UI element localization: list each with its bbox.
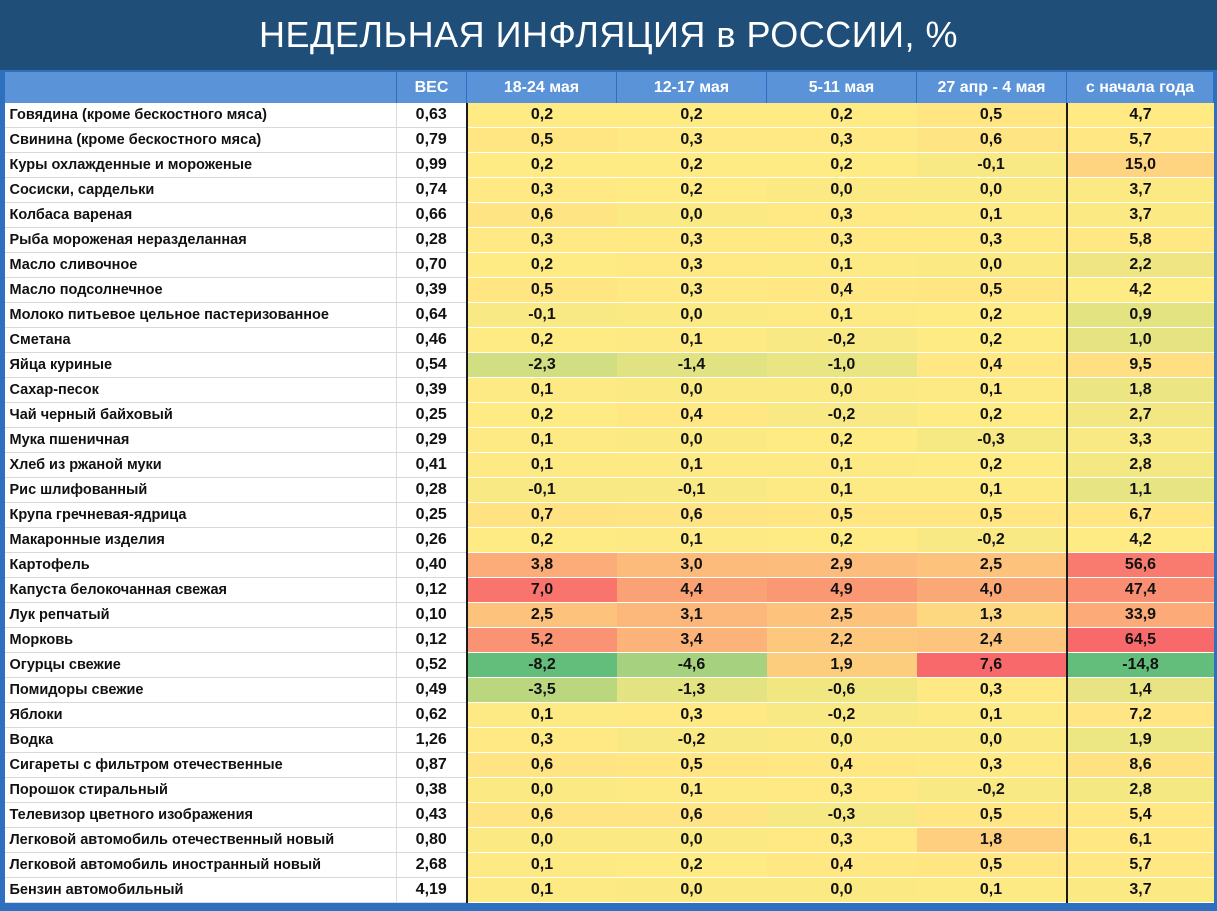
row-name: Куры охлажденные и мороженые bbox=[5, 153, 397, 178]
weekly-value-cell: 0,2 bbox=[617, 103, 767, 128]
weekly-value-cell: 0,0 bbox=[617, 303, 767, 328]
weekly-value-cell: 0,2 bbox=[617, 853, 767, 878]
row-name: Говядина (кроме бескостного мяса) bbox=[5, 103, 397, 128]
table-row bbox=[5, 428, 1214, 453]
weekly-value-cell: 0,3 bbox=[917, 753, 1067, 778]
table-row bbox=[5, 278, 1214, 303]
weekly-value-cell: 0,3 bbox=[767, 128, 917, 153]
row-weight: 0,74 bbox=[397, 178, 467, 203]
weekly-value-cell: 0,5 bbox=[767, 503, 917, 528]
weekly-value-cell: 0,0 bbox=[767, 378, 917, 403]
table-row bbox=[5, 228, 1214, 253]
weekly-value-cell: 0,1 bbox=[767, 453, 917, 478]
weekly-value-cell: -3,5 bbox=[467, 678, 617, 703]
weekly-value-cell: 0,2 bbox=[767, 103, 917, 128]
weekly-value-cell: 0,0 bbox=[617, 428, 767, 453]
weekly-value-cell: -0,1 bbox=[467, 303, 617, 328]
ytd-value-cell: 1,8 bbox=[1067, 378, 1214, 403]
weekly-value-cell: 0,5 bbox=[467, 128, 617, 153]
weekly-value-cell: 0,2 bbox=[917, 453, 1067, 478]
row-weight: 2,68 bbox=[397, 853, 467, 878]
table-row bbox=[5, 553, 1214, 578]
weekly-value-cell: 2,4 bbox=[917, 628, 1067, 653]
weekly-value-cell: 0,2 bbox=[467, 153, 617, 178]
row-weight: 0,25 bbox=[397, 503, 467, 528]
row-weight: 0,10 bbox=[397, 603, 467, 628]
ytd-value-cell: 15,0 bbox=[1067, 153, 1214, 178]
row-weight: 1,26 bbox=[397, 728, 467, 753]
weekly-value-cell: -0,2 bbox=[767, 703, 917, 728]
table-row bbox=[5, 528, 1214, 553]
row-name: Порошок стиральный bbox=[5, 778, 397, 803]
weekly-value-cell: 0,2 bbox=[917, 328, 1067, 353]
ytd-value-cell: 5,4 bbox=[1067, 803, 1214, 828]
weekly-value-cell: 0,1 bbox=[617, 778, 767, 803]
weekly-value-cell: 0,2 bbox=[617, 178, 767, 203]
row-weight: 0,39 bbox=[397, 378, 467, 403]
table-row bbox=[5, 503, 1214, 528]
weekly-value-cell: 0,4 bbox=[917, 353, 1067, 378]
table-row bbox=[5, 203, 1214, 228]
weekly-value-cell: 7,6 bbox=[917, 653, 1067, 678]
weekly-value-cell: 0,2 bbox=[917, 403, 1067, 428]
weekly-value-cell: 0,2 bbox=[467, 103, 617, 128]
ytd-value-cell: 7,2 bbox=[1067, 703, 1214, 728]
weekly-value-cell: 0,5 bbox=[917, 853, 1067, 878]
weekly-value-cell: 0,6 bbox=[467, 753, 617, 778]
row-name: Масло подсолнечное bbox=[5, 278, 397, 303]
table-row bbox=[5, 878, 1214, 903]
ytd-value-cell: 6,1 bbox=[1067, 828, 1214, 853]
row-name: Яйца куриные bbox=[5, 353, 397, 378]
weekly-value-cell: 0,1 bbox=[917, 378, 1067, 403]
weekly-value-cell: 0,0 bbox=[617, 878, 767, 903]
table-row bbox=[5, 753, 1214, 778]
weekly-value-cell: -1,4 bbox=[617, 353, 767, 378]
row-name: Яблоки bbox=[5, 703, 397, 728]
weekly-value-cell: 0,6 bbox=[917, 128, 1067, 153]
weekly-value-cell: 0,6 bbox=[467, 203, 617, 228]
weekly-value-cell: 0,2 bbox=[467, 328, 617, 353]
weekly-value-cell: -4,6 bbox=[617, 653, 767, 678]
row-name: Сигареты с фильтром отечественные bbox=[5, 753, 397, 778]
row-name: Легковой автомобиль отечественный новый bbox=[5, 828, 397, 853]
ytd-value-cell: 1,4 bbox=[1067, 678, 1214, 703]
weekly-value-cell: -0,3 bbox=[917, 428, 1067, 453]
weekly-value-cell: 7,0 bbox=[467, 578, 617, 603]
weekly-value-cell: -0,1 bbox=[917, 153, 1067, 178]
table-row bbox=[5, 353, 1214, 378]
weekly-value-cell: 0,5 bbox=[917, 103, 1067, 128]
row-weight: 0,39 bbox=[397, 278, 467, 303]
weekly-value-cell: -0,2 bbox=[767, 403, 917, 428]
weekly-value-cell: 0,5 bbox=[917, 503, 1067, 528]
ytd-value-cell: 8,6 bbox=[1067, 753, 1214, 778]
row-weight: 0,40 bbox=[397, 553, 467, 578]
row-weight: 0,38 bbox=[397, 778, 467, 803]
weekly-value-cell: 4,9 bbox=[767, 578, 917, 603]
row-name: Масло сливочное bbox=[5, 253, 397, 278]
weekly-value-cell: -1,0 bbox=[767, 353, 917, 378]
weekly-value-cell: 0,3 bbox=[917, 678, 1067, 703]
row-name: Картофель bbox=[5, 553, 397, 578]
table-row bbox=[5, 728, 1214, 753]
weekly-value-cell: 0,3 bbox=[917, 228, 1067, 253]
weekly-value-cell: 0,3 bbox=[617, 278, 767, 303]
weekly-value-cell: 4,0 bbox=[917, 578, 1067, 603]
table-row bbox=[5, 603, 1214, 628]
ytd-value-cell: 1,0 bbox=[1067, 328, 1214, 353]
table-row bbox=[5, 853, 1214, 878]
weekly-value-cell: -0,1 bbox=[467, 478, 617, 503]
table-row bbox=[5, 128, 1214, 153]
weekly-value-cell: 0,0 bbox=[917, 728, 1067, 753]
row-name: Чай черный байховый bbox=[5, 403, 397, 428]
row-weight: 0,66 bbox=[397, 203, 467, 228]
ytd-value-cell: 1,9 bbox=[1067, 728, 1214, 753]
ytd-value-cell: -14,8 bbox=[1067, 653, 1214, 678]
weekly-value-cell: 0,6 bbox=[617, 803, 767, 828]
weekly-value-cell: 0,3 bbox=[467, 228, 617, 253]
header-ytd: с начала года bbox=[1067, 72, 1214, 103]
weekly-value-cell: 0,4 bbox=[617, 403, 767, 428]
row-weight: 0,41 bbox=[397, 453, 467, 478]
row-weight: 0,80 bbox=[397, 828, 467, 853]
row-name: Сахар-песок bbox=[5, 378, 397, 403]
table-row bbox=[5, 828, 1214, 853]
row-name: Телевизор цветного изображения bbox=[5, 803, 397, 828]
ytd-value-cell: 47,4 bbox=[1067, 578, 1214, 603]
row-weight: 0,12 bbox=[397, 578, 467, 603]
ytd-value-cell: 1,1 bbox=[1067, 478, 1214, 503]
weekly-value-cell: 0,1 bbox=[467, 878, 617, 903]
header-name bbox=[5, 72, 397, 103]
row-weight: 0,28 bbox=[397, 228, 467, 253]
weekly-value-cell: 0,3 bbox=[767, 778, 917, 803]
weekly-value-cell: 0,1 bbox=[917, 878, 1067, 903]
weekly-value-cell: -8,2 bbox=[467, 653, 617, 678]
weekly-value-cell: -0,1 bbox=[617, 478, 767, 503]
weekly-value-cell: 0,1 bbox=[467, 853, 617, 878]
weekly-value-cell: 0,5 bbox=[917, 278, 1067, 303]
table-row bbox=[5, 778, 1214, 803]
row-weight: 0,12 bbox=[397, 628, 467, 653]
inflation-table bbox=[4, 72, 1214, 903]
row-name: Морковь bbox=[5, 628, 397, 653]
weekly-value-cell: -0,2 bbox=[917, 778, 1067, 803]
weekly-value-cell: 0,1 bbox=[917, 703, 1067, 728]
row-name: Рыба мороженая неразделанная bbox=[5, 228, 397, 253]
weekly-value-cell: -2,3 bbox=[467, 353, 617, 378]
weekly-value-cell: 0,2 bbox=[467, 253, 617, 278]
weekly-value-cell: -0,3 bbox=[767, 803, 917, 828]
weekly-value-cell: 2,2 bbox=[767, 628, 917, 653]
ytd-value-cell: 2,8 bbox=[1067, 778, 1214, 803]
ytd-value-cell: 3,7 bbox=[1067, 203, 1214, 228]
weekly-value-cell: 0,5 bbox=[917, 803, 1067, 828]
weekly-value-cell: 2,9 bbox=[767, 553, 917, 578]
ytd-value-cell: 3,3 bbox=[1067, 428, 1214, 453]
table-row bbox=[5, 328, 1214, 353]
weekly-value-cell: 0,2 bbox=[617, 153, 767, 178]
row-weight: 4,19 bbox=[397, 878, 467, 903]
weekly-value-cell: 0,0 bbox=[617, 203, 767, 228]
weekly-value-cell: 0,5 bbox=[467, 278, 617, 303]
row-name: Капуста белокочанная свежая bbox=[5, 578, 397, 603]
row-weight: 0,54 bbox=[397, 353, 467, 378]
row-weight: 0,46 bbox=[397, 328, 467, 353]
row-name: Лук репчатый bbox=[5, 603, 397, 628]
table-row bbox=[5, 103, 1214, 128]
ytd-value-cell: 4,2 bbox=[1067, 278, 1214, 303]
weekly-value-cell: 0,3 bbox=[617, 253, 767, 278]
weekly-value-cell: -1,3 bbox=[617, 678, 767, 703]
row-weight: 0,43 bbox=[397, 803, 467, 828]
header-weight: ВЕС bbox=[397, 72, 467, 103]
row-name: Сметана bbox=[5, 328, 397, 353]
table-row bbox=[5, 403, 1214, 428]
row-weight: 0,62 bbox=[397, 703, 467, 728]
table-row bbox=[5, 803, 1214, 828]
table-row bbox=[5, 253, 1214, 278]
row-weight: 0,70 bbox=[397, 253, 467, 278]
table-row bbox=[5, 578, 1214, 603]
row-weight: 0,87 bbox=[397, 753, 467, 778]
row-name: Огурцы свежие bbox=[5, 653, 397, 678]
weekly-value-cell: 1,3 bbox=[917, 603, 1067, 628]
weekly-value-cell: 3,4 bbox=[617, 628, 767, 653]
weekly-value-cell: 0,0 bbox=[917, 178, 1067, 203]
weekly-value-cell: 0,6 bbox=[467, 803, 617, 828]
weekly-value-cell: 0,1 bbox=[467, 453, 617, 478]
weekly-value-cell: 0,1 bbox=[617, 528, 767, 553]
weekly-value-cell: 0,3 bbox=[617, 703, 767, 728]
ytd-value-cell: 9,5 bbox=[1067, 353, 1214, 378]
header-week-1: 18-24 мая bbox=[467, 72, 617, 103]
header-week-3: 5-11 мая bbox=[767, 72, 917, 103]
row-name: Водка bbox=[5, 728, 397, 753]
ytd-value-cell: 0,9 bbox=[1067, 303, 1214, 328]
ytd-value-cell: 4,2 bbox=[1067, 528, 1214, 553]
weekly-value-cell: 0,1 bbox=[917, 478, 1067, 503]
weekly-value-cell: 0,1 bbox=[617, 453, 767, 478]
row-weight: 0,64 bbox=[397, 303, 467, 328]
weekly-value-cell: 5,2 bbox=[467, 628, 617, 653]
table-row bbox=[5, 303, 1214, 328]
weekly-value-cell: 0,3 bbox=[617, 228, 767, 253]
weekly-value-cell: 0,0 bbox=[467, 828, 617, 853]
row-name: Макаронные изделия bbox=[5, 528, 397, 553]
weekly-value-cell: -0,2 bbox=[617, 728, 767, 753]
row-name: Свинина (кроме бескостного мяса) bbox=[5, 128, 397, 153]
table-body bbox=[5, 103, 1214, 903]
ytd-value-cell: 2,2 bbox=[1067, 253, 1214, 278]
weekly-value-cell: 1,9 bbox=[767, 653, 917, 678]
row-name: Помидоры свежие bbox=[5, 678, 397, 703]
inflation-table-container bbox=[0, 70, 1217, 911]
weekly-value-cell: 2,5 bbox=[767, 603, 917, 628]
weekly-value-cell: 3,8 bbox=[467, 553, 617, 578]
row-weight: 0,49 bbox=[397, 678, 467, 703]
header-week-4: 27 апр - 4 мая bbox=[917, 72, 1067, 103]
weekly-value-cell: 0,2 bbox=[767, 428, 917, 453]
weekly-value-cell: 0,3 bbox=[767, 828, 917, 853]
weekly-value-cell: 0,0 bbox=[767, 178, 917, 203]
weekly-value-cell: 0,6 bbox=[617, 503, 767, 528]
weekly-value-cell: 4,4 bbox=[617, 578, 767, 603]
row-name: Легковой автомобиль иностранный новый bbox=[5, 853, 397, 878]
weekly-value-cell: 3,1 bbox=[617, 603, 767, 628]
ytd-value-cell: 33,9 bbox=[1067, 603, 1214, 628]
table-row bbox=[5, 703, 1214, 728]
table-row bbox=[5, 453, 1214, 478]
weekly-value-cell: 2,5 bbox=[917, 553, 1067, 578]
weekly-value-cell: 0,2 bbox=[917, 303, 1067, 328]
ytd-value-cell: 3,7 bbox=[1067, 178, 1214, 203]
weekly-value-cell: 0,2 bbox=[767, 153, 917, 178]
row-name: Бензин автомобильный bbox=[5, 878, 397, 903]
table-row bbox=[5, 628, 1214, 653]
weekly-value-cell: 0,0 bbox=[767, 728, 917, 753]
ytd-value-cell: 56,6 bbox=[1067, 553, 1214, 578]
row-name: Рис шлифованный bbox=[5, 478, 397, 503]
ytd-value-cell: 6,7 bbox=[1067, 503, 1214, 528]
weekly-value-cell: 0,0 bbox=[767, 878, 917, 903]
row-weight: 0,63 bbox=[397, 103, 467, 128]
weekly-value-cell: -0,2 bbox=[917, 528, 1067, 553]
weekly-value-cell: 0,0 bbox=[467, 778, 617, 803]
weekly-value-cell: 0,3 bbox=[467, 728, 617, 753]
weekly-value-cell: 1,8 bbox=[917, 828, 1067, 853]
weekly-value-cell: 2,5 bbox=[467, 603, 617, 628]
weekly-value-cell: 0,1 bbox=[617, 328, 767, 353]
ytd-value-cell: 64,5 bbox=[1067, 628, 1214, 653]
weekly-value-cell: -0,2 bbox=[767, 328, 917, 353]
weekly-value-cell: 0,4 bbox=[767, 853, 917, 878]
weekly-value-cell: 0,3 bbox=[767, 203, 917, 228]
weekly-value-cell: 0,0 bbox=[617, 378, 767, 403]
weekly-value-cell: 0,4 bbox=[767, 278, 917, 303]
weekly-value-cell: 0,3 bbox=[767, 228, 917, 253]
ytd-value-cell: 4,7 bbox=[1067, 103, 1214, 128]
ytd-value-cell: 5,8 bbox=[1067, 228, 1214, 253]
weekly-value-cell: 0,4 bbox=[767, 753, 917, 778]
weekly-value-cell: 0,1 bbox=[917, 203, 1067, 228]
weekly-value-cell: 0,2 bbox=[767, 528, 917, 553]
weekly-value-cell: 0,5 bbox=[617, 753, 767, 778]
weekly-value-cell: 0,1 bbox=[467, 703, 617, 728]
weekly-value-cell: 0,1 bbox=[767, 303, 917, 328]
row-name: Молоко питьевое цельное пастеризованное bbox=[5, 303, 397, 328]
header-row bbox=[5, 72, 1214, 103]
row-name: Хлеб из ржаной муки bbox=[5, 453, 397, 478]
row-name: Крупа гречневая-ядрица bbox=[5, 503, 397, 528]
table-row bbox=[5, 178, 1214, 203]
row-weight: 0,25 bbox=[397, 403, 467, 428]
weekly-value-cell: 0,1 bbox=[467, 428, 617, 453]
weekly-value-cell: 3,0 bbox=[617, 553, 767, 578]
weekly-value-cell: 0,0 bbox=[617, 828, 767, 853]
row-weight: 0,99 bbox=[397, 153, 467, 178]
row-weight: 0,28 bbox=[397, 478, 467, 503]
weekly-value-cell: 0,3 bbox=[467, 178, 617, 203]
weekly-value-cell: 0,2 bbox=[467, 528, 617, 553]
weekly-value-cell: 0,2 bbox=[467, 403, 617, 428]
weekly-value-cell: 0,1 bbox=[767, 478, 917, 503]
table-row bbox=[5, 678, 1214, 703]
header-week-2: 12-17 мая bbox=[617, 72, 767, 103]
row-weight: 0,79 bbox=[397, 128, 467, 153]
row-weight: 0,26 bbox=[397, 528, 467, 553]
ytd-value-cell: 5,7 bbox=[1067, 853, 1214, 878]
row-weight: 0,29 bbox=[397, 428, 467, 453]
table-row bbox=[5, 378, 1214, 403]
row-weight: 0,52 bbox=[397, 653, 467, 678]
table-row bbox=[5, 153, 1214, 178]
ytd-value-cell: 2,8 bbox=[1067, 453, 1214, 478]
ytd-value-cell: 5,7 bbox=[1067, 128, 1214, 153]
table-row bbox=[5, 653, 1214, 678]
weekly-value-cell: 0,1 bbox=[767, 253, 917, 278]
ytd-value-cell: 2,7 bbox=[1067, 403, 1214, 428]
weekly-value-cell: 0,0 bbox=[917, 253, 1067, 278]
table-row bbox=[5, 478, 1214, 503]
weekly-value-cell: 0,3 bbox=[617, 128, 767, 153]
weekly-value-cell: -0,6 bbox=[767, 678, 917, 703]
row-name: Колбаса вареная bbox=[5, 203, 397, 228]
weekly-value-cell: 0,7 bbox=[467, 503, 617, 528]
ytd-value-cell: 3,7 bbox=[1067, 878, 1214, 903]
chart-title: НЕДЕЛЬНАЯ ИНФЛЯЦИЯ в РОССИИ, % bbox=[0, 0, 1217, 70]
row-name: Сосиски, сардельки bbox=[5, 178, 397, 203]
weekly-value-cell: 0,1 bbox=[467, 378, 617, 403]
row-name: Мука пшеничная bbox=[5, 428, 397, 453]
